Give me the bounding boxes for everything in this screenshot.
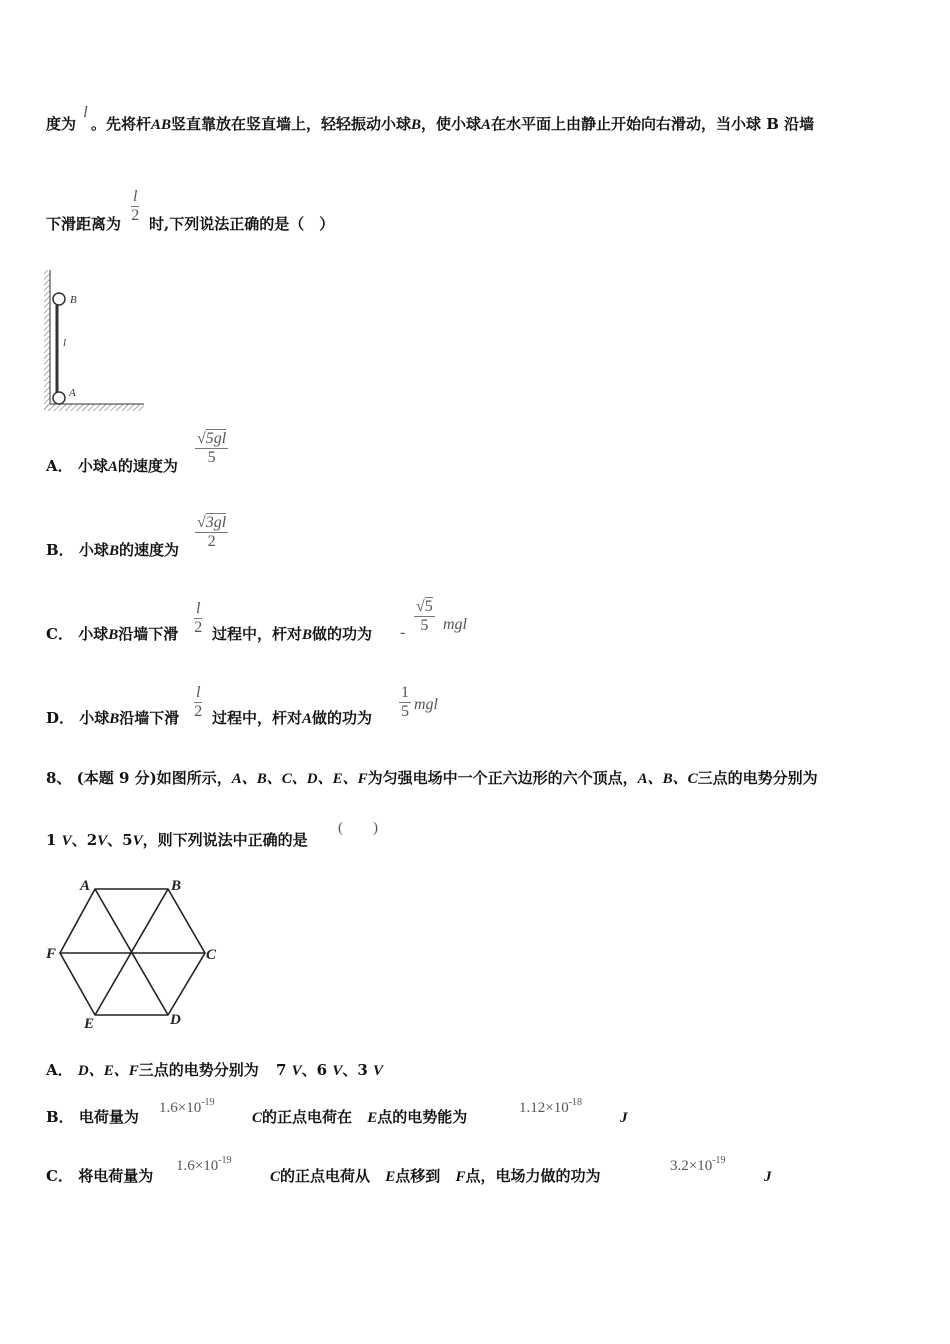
q8-option-a-u1: V bbox=[291, 1063, 302, 1079]
q8-option-c-unit bbox=[764, 1166, 772, 1187]
hexagon-figure bbox=[40, 870, 230, 1040]
q8-line2 bbox=[46, 830, 308, 851]
option-c-answer-num: √5 bbox=[416, 598, 433, 615]
option-d-var: B bbox=[109, 711, 120, 727]
floor-hatch bbox=[44, 404, 144, 411]
q8-option-c-text-a: 将电荷量为 bbox=[78, 1167, 154, 1185]
q7-line2 bbox=[46, 214, 121, 234]
option-c-frac-num: l bbox=[196, 600, 201, 617]
option-c-tail-text bbox=[212, 624, 372, 645]
option-b-letter: B． bbox=[46, 541, 74, 559]
option-b-num: √3gl bbox=[197, 514, 227, 531]
option-a-fraction bbox=[195, 430, 228, 467]
q8-option-b-unit-j: J bbox=[620, 1110, 628, 1126]
q8-unit-v2: V bbox=[97, 833, 108, 849]
option-d-answer-frac bbox=[399, 684, 411, 721]
option-b-text-b: 的速度为 bbox=[118, 541, 179, 559]
q8-option-a-vars: D、E、F bbox=[77, 1063, 139, 1079]
option-d-text-c: 过程中，杆对 bbox=[212, 709, 303, 727]
q7-frac-num: l bbox=[133, 188, 138, 205]
option-c-letter: C． bbox=[46, 625, 73, 643]
label-b: B bbox=[70, 294, 77, 306]
q8-option-a-letter: A． bbox=[46, 1061, 73, 1079]
option-b-fraction bbox=[195, 514, 228, 551]
hex-label-d: D bbox=[170, 1012, 181, 1028]
q8-option-a bbox=[46, 1060, 383, 1081]
option-d-frac-l-2 bbox=[194, 684, 202, 721]
q8-option-c-mid bbox=[270, 1166, 601, 1187]
q8-val-2: 、2 bbox=[71, 831, 98, 849]
q7-line1-text-b: 竖直靠放在竖直墙上，轻轻振动小球 bbox=[170, 115, 411, 133]
option-c-radicand: 5 bbox=[424, 598, 433, 615]
q8-option-b-charge-exp: -19 bbox=[201, 1097, 215, 1108]
option-b-var: B bbox=[108, 543, 119, 559]
q7-option-b bbox=[46, 540, 179, 561]
option-c-frac-den: 2 bbox=[194, 619, 203, 636]
q8-vars-all: A、B、C、D、E、F bbox=[231, 771, 368, 787]
q8-option-b-letter: B． bbox=[46, 1108, 74, 1126]
q7-line1-text-a: 。先将杆 bbox=[90, 115, 151, 133]
option-c-answer-den: 5 bbox=[420, 617, 429, 634]
q7-option-c bbox=[46, 624, 178, 645]
q8-option-c-work-exp: -19 bbox=[712, 1155, 726, 1166]
q7-var-l: l bbox=[83, 104, 88, 121]
option-a-num: √5gl bbox=[197, 430, 227, 447]
q8-option-c-charge bbox=[176, 1155, 232, 1175]
q8-option-c bbox=[46, 1166, 153, 1186]
q8-option-b-unit bbox=[620, 1107, 628, 1128]
hex-label-e: E bbox=[84, 1016, 95, 1032]
option-a-den: 5 bbox=[207, 449, 216, 466]
q7-line1-pre: 度为 bbox=[46, 115, 77, 133]
ball-b bbox=[53, 293, 65, 305]
option-c-var: B bbox=[108, 627, 119, 643]
ball-a bbox=[53, 392, 65, 404]
hex-label-f: F bbox=[46, 946, 57, 962]
option-d-answer-num: 1 bbox=[401, 684, 409, 701]
q8-option-c-var-f: F bbox=[455, 1169, 466, 1185]
option-d-text-b: 沿墙下滑 bbox=[119, 709, 180, 727]
q8-option-c-charge-base: 1.6×10 bbox=[176, 1158, 219, 1174]
q7-option-d bbox=[46, 708, 179, 729]
q7-line2-pre: 下滑距离为 bbox=[46, 215, 122, 233]
q7-frac-den: 2 bbox=[131, 207, 140, 224]
option-c-sign: - bbox=[400, 624, 406, 641]
option-d-mgl: mgl bbox=[414, 696, 438, 713]
option-c-text-c: 过程中，杆对 bbox=[212, 625, 303, 643]
option-a-letter: A． bbox=[46, 457, 73, 475]
option-c-answer-frac bbox=[414, 598, 435, 635]
q7-var-b: B bbox=[410, 117, 421, 133]
q7-var-a: A bbox=[481, 117, 492, 133]
q8-option-b-text-c: 点的电势能为 bbox=[377, 1108, 468, 1126]
q8-option-b-unit-c: C bbox=[252, 1110, 263, 1126]
q7-option-a bbox=[46, 456, 178, 477]
q8-option-b-charge bbox=[159, 1097, 215, 1117]
q8-option-b-mid bbox=[252, 1107, 467, 1128]
option-a-var: A bbox=[107, 459, 118, 475]
option-d-tail-text bbox=[212, 708, 372, 729]
option-d-frac-den: 2 bbox=[194, 703, 203, 720]
option-c-text-b: 沿墙下滑 bbox=[118, 625, 179, 643]
q8-option-c-var-e: E bbox=[385, 1169, 396, 1185]
q7-line2-post bbox=[149, 214, 334, 234]
q8-option-c-text-b: 的正点电荷从 bbox=[280, 1167, 371, 1185]
q8-option-a-sep2: 、3 bbox=[342, 1061, 368, 1079]
option-c-text-d: 做的功为 bbox=[312, 625, 373, 643]
hexagon bbox=[60, 889, 205, 1015]
q8-option-c-charge-exp: -19 bbox=[218, 1155, 232, 1166]
option-b-den: 2 bbox=[207, 533, 216, 550]
option-a-text-a: 小球 bbox=[77, 457, 108, 475]
q8-answer-paren: ( ) bbox=[338, 820, 378, 836]
q8-option-b-energy bbox=[519, 1097, 582, 1117]
option-d-frac-num: l bbox=[196, 684, 201, 701]
q8-option-a-u2: V bbox=[332, 1063, 343, 1079]
hex-label-c: C bbox=[206, 947, 217, 963]
q8-unit-v1: V bbox=[61, 833, 72, 849]
q8-option-c-work bbox=[670, 1155, 726, 1175]
q8-line1 bbox=[46, 768, 818, 789]
q7-line1-text-c: ，使小球 bbox=[421, 115, 482, 133]
q8-option-a-text: 三点的电势分别为 bbox=[138, 1061, 259, 1079]
q8-option-b-text-a: 电荷量为 bbox=[78, 1108, 139, 1126]
q8-vars-abc: A、B、C bbox=[637, 771, 698, 787]
q8-option-c-letter: C． bbox=[46, 1167, 73, 1185]
q7-line1 bbox=[46, 104, 815, 135]
q8-option-c-text-c: 点移到 bbox=[395, 1167, 441, 1185]
q8-option-b-energy-exp: -18 bbox=[568, 1097, 583, 1108]
q8-option-c-unit-j: J bbox=[764, 1169, 772, 1185]
option-d-letter: D． bbox=[46, 709, 75, 727]
hex-label-b: B bbox=[171, 878, 182, 894]
q8-line2-post: ，则下列说法中正确的是 bbox=[142, 831, 308, 849]
option-c-mgl: mgl bbox=[443, 616, 467, 633]
label-a: A bbox=[69, 387, 76, 399]
wall-hatch bbox=[44, 270, 50, 410]
q7-line2-post-text: 时,下列说法正确的是（ ） bbox=[149, 215, 335, 233]
option-c-frac-l-2 bbox=[194, 600, 202, 637]
label-rod-l: l bbox=[63, 337, 67, 349]
option-d-text-d: 做的功为 bbox=[312, 709, 373, 727]
q8-option-b bbox=[46, 1107, 139, 1127]
q7-frac-l-2 bbox=[131, 188, 139, 225]
q8-option-b-var-e: E bbox=[367, 1110, 378, 1126]
q8-option-c-text-d: 点，电场力做的功为 bbox=[465, 1167, 601, 1185]
q8-option-b-energy-base: 1.12×10 bbox=[519, 1100, 569, 1116]
option-a-text-b: 的速度为 bbox=[117, 457, 178, 475]
q8-val-1: 1 bbox=[46, 831, 57, 849]
option-d-var2: A bbox=[302, 711, 313, 727]
option-c-text-a: 小球 bbox=[78, 625, 109, 643]
option-d-text-a: 小球 bbox=[79, 709, 110, 727]
q8-unit-v3: V bbox=[132, 833, 143, 849]
q7-line1-text-d: 在水平面上由静止开始向右滑动，当小球 B 沿墙 bbox=[491, 115, 815, 133]
option-c-var2: B bbox=[302, 627, 313, 643]
q8-line1-post: 三点的电势分别为 bbox=[697, 769, 818, 787]
q8-option-a-sep1: 、6 bbox=[301, 1061, 328, 1079]
option-b-radicand: 3gl bbox=[205, 514, 227, 531]
q8-line1-pre: 8、 (本题 9 分)如图所示， bbox=[46, 769, 232, 787]
q8-option-c-unit-c: C bbox=[270, 1169, 281, 1185]
q8-option-b-charge-base: 1.6×10 bbox=[159, 1100, 202, 1116]
option-b-text-a: 小球 bbox=[78, 541, 109, 559]
q8-option-b-text-b: 的正点电荷在 bbox=[262, 1108, 353, 1126]
option-a-radicand: 5gl bbox=[205, 430, 227, 447]
rod-wall-figure bbox=[40, 266, 150, 416]
q8-option-a-v1: 7 bbox=[275, 1061, 287, 1079]
q8-option-c-work-base: 3.2×10 bbox=[670, 1158, 713, 1174]
hex-label-a: A bbox=[80, 878, 91, 894]
q8-val-5: 、5 bbox=[107, 831, 133, 849]
q8-option-a-u3: V bbox=[373, 1063, 384, 1079]
q8-line1-mid: 为匀强电场中一个正六边形的六个顶点， bbox=[367, 769, 638, 787]
q7-var-ab: AB bbox=[150, 117, 171, 133]
option-d-answer-den: 5 bbox=[401, 703, 409, 720]
